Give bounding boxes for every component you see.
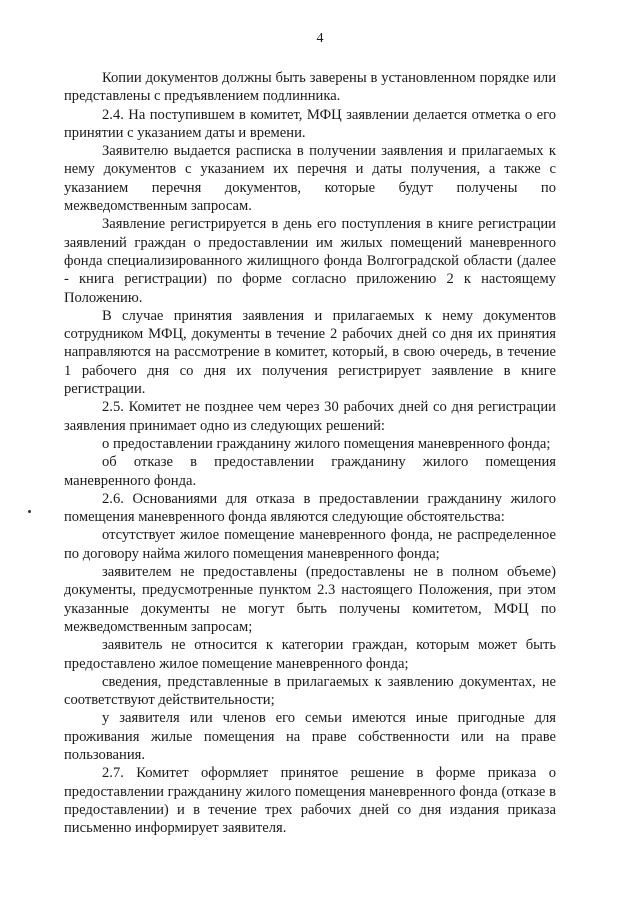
page-number: 4: [316, 31, 324, 46]
paragraph-mfc-transfer: В случае принятия заявления и прилагаемых к нему документов сотрудником МФЦ, документы в течение 2 рабочих дней со дня их принятия направляются на рассмотрение в комитет, который, в свою очередь, в течение 1 рабочего дня со дня их получения регистрирует заявление в книге регистрации.: [64, 307, 556, 398]
paragraph-ground-category: заявитель не относится к категории граждан, которым может быть предоставлено жилое помещение маневренного фонда;: [64, 637, 556, 672]
margin-dot: [28, 510, 31, 513]
paragraph-decision-grant: о предоставлении гражданину жилого помещения маневренного фонда;: [102, 435, 551, 452]
paragraph-ground-false-info: сведения, представленные в прилагаемых к заявлению документах, не соответствуют действительности;: [64, 673, 556, 709]
paragraph-receipt: Заявителю выдается расписка в получении заявления и прилагаемых к нему документов с указанием их перечня и даты получения, а также с указанием перечня документов, которые будут получены по межведомственным запросам.: [64, 143, 556, 215]
paragraph-2-4: 2.4. На поступившем в комитет, МФЦ заявлении делается отметка о его принятии с указанием даты и времени.: [64, 106, 556, 141]
paragraph-ground-other-housing: у заявителя или членов его семьи имеются иные пригодные для проживания жилые помещения на праве собственности или на праве пользования.: [64, 710, 556, 763]
paragraph-2-7: 2.7. Комитет оформляет принятое решение в форме приказа о предоставлении гражданину жилого помещения маневренного фонда (отказе в предоставлении) и в течение трех рабочих дней со дня издания приказа письменно информирует заявителя.: [64, 765, 556, 837]
paragraph-2-6: 2.6. Основаниями для отказа в предоставлении гражданину жилого помещения маневренного фонда являются следующие обстоятельства:: [64, 490, 556, 526]
paragraph-decision-refuse: об отказе в предоставлении гражданину жилого помещения маневренного фонда.: [64, 454, 556, 489]
paragraph-registration: Заявление регистрируется в день его поступления в книге регистрации заявлений граждан о предоставлении им жилых помещений маневренного фонда специализированного жилищного фонда Волгоградской области (далее - книга регистрации) по форме согласно приложению 2 к настоящему Положению.: [64, 216, 556, 306]
paragraph-ground-no-premises: отсутствует жилое помещение маневренного фонда, не распределенное по договору найма жилого помещения маневренного фонда;: [64, 527, 556, 562]
paragraph-ground-missing-documents: заявителем не предоставлены (предоставлены не в полном объеме) документы, предусмотренные пунктом 2.3 настоящего Положения, при этом указанные документы не могут быть получены комитетом, МФЦ по межведомственным запросам;: [64, 564, 556, 635]
document-body: [64, 69, 556, 837]
paragraph-2-5: 2.5. Комитет не позднее чем через 30 рабочих дней со дня регистрации заявления принимает одно из следующих решений:: [64, 399, 556, 434]
paragraph-copies-certified: Копии документов должны быть заверены в установленном порядке или представлены с предъявлением подлинника.: [64, 70, 556, 105]
